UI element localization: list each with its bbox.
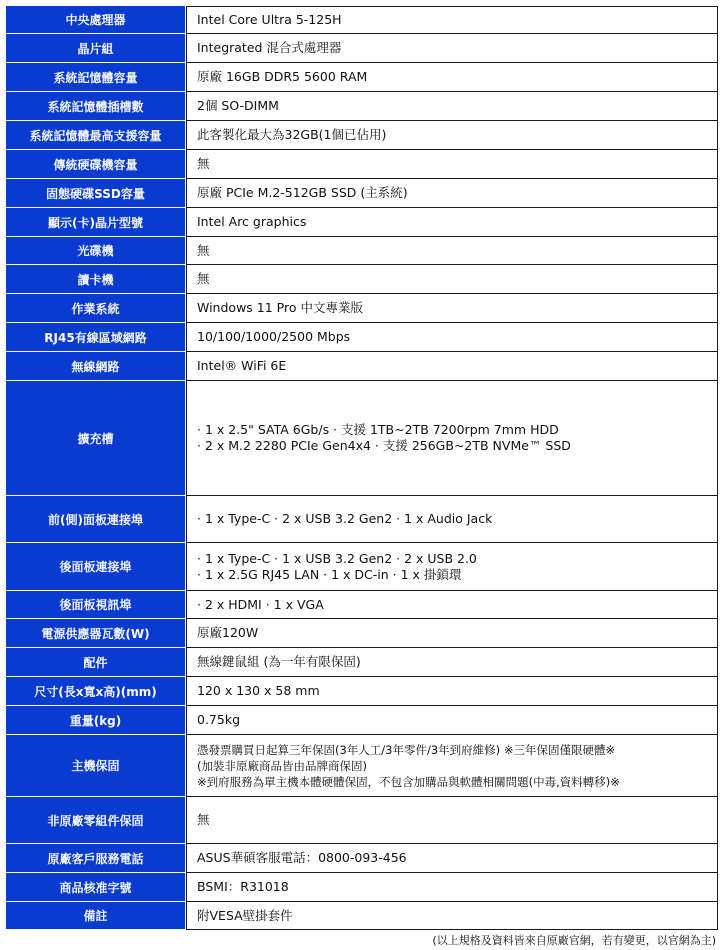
spec-label: 原廠客戶服務電話 bbox=[6, 844, 186, 873]
spec-value bbox=[186, 591, 718, 619]
spec-row bbox=[6, 92, 718, 121]
spec-value-line: 120 x 130 x 58 mm bbox=[197, 683, 320, 698]
spec-label: 傳統硬碟機容量 bbox=[6, 150, 186, 179]
spec-label: 晶片組 bbox=[6, 34, 186, 63]
spec-value bbox=[186, 265, 718, 294]
spec-value-line: 原廠 16GB DDR5 5600 RAM bbox=[197, 69, 368, 84]
spec-row bbox=[6, 591, 718, 619]
spec-label: 備註 bbox=[6, 902, 186, 930]
spec-value bbox=[186, 294, 718, 323]
spec-value bbox=[186, 706, 718, 735]
spec-value bbox=[186, 873, 718, 902]
spec-value-line: 附VESA壁掛套件 bbox=[197, 907, 293, 923]
spec-row bbox=[6, 619, 718, 648]
spec-value-line: · 1 x 2.5G RJ45 LAN · 1 x DC-in · 1 x 掛鎖環 bbox=[197, 566, 462, 582]
spec-value bbox=[186, 543, 718, 591]
spec-value-line: 無線鍵鼠組 (為一年有限保固) bbox=[197, 654, 361, 669]
spec-row bbox=[6, 63, 718, 92]
spec-label: 系統記憶體最高支援容量 bbox=[6, 121, 186, 150]
spec-value-line: ASUS華碩客服電話：0800-093-456 bbox=[197, 850, 407, 865]
spec-label: 尺寸(長x寬x高)(mm) bbox=[6, 677, 186, 706]
spec-row bbox=[6, 648, 718, 677]
spec-label: 商品核准字號 bbox=[6, 873, 186, 902]
spec-label: 光碟機 bbox=[6, 237, 186, 265]
spec-value bbox=[186, 797, 718, 844]
spec-value bbox=[186, 150, 718, 179]
spec-label: 後面板視訊埠 bbox=[6, 591, 186, 619]
spec-label: 系統記憶體容量 bbox=[6, 63, 186, 92]
spec-label: 擴充槽 bbox=[6, 381, 186, 496]
spec-label: RJ45有線區域網路 bbox=[6, 323, 186, 352]
spec-value bbox=[186, 496, 718, 543]
spec-value bbox=[186, 179, 718, 208]
spec-row bbox=[6, 873, 718, 902]
spec-value-line: 2個 SO-DIMM bbox=[197, 98, 279, 113]
spec-value-line: 憑發票購買日起算三年保固(3年人工/3年零件/3年到府維修) ※三年保固僅限硬體※ bbox=[197, 742, 616, 757]
spec-label: 後面板連接埠 bbox=[6, 543, 186, 591]
spec-value-line: 無 bbox=[197, 812, 210, 827]
spec-value-line: Intel Arc graphics bbox=[197, 214, 307, 229]
spec-label: 重量(kg) bbox=[6, 706, 186, 735]
spec-value-line: · 1 x 2.5" SATA 6Gb/s · 支援 1TB~2TB 7200rpm 7mm HDD bbox=[197, 422, 559, 437]
spec-value-line: · 1 x Type-C · 1 x USB 3.2 Gen2 · 2 x USB 2.0 bbox=[197, 550, 477, 566]
spec-value-line: 原廠120W bbox=[197, 625, 259, 640]
spec-label: 系統記憶體插槽數 bbox=[6, 92, 186, 121]
spec-label: 配件 bbox=[6, 648, 186, 677]
spec-value bbox=[186, 648, 718, 677]
spec-value bbox=[186, 237, 718, 265]
spec-value bbox=[186, 34, 718, 63]
spec-row bbox=[6, 797, 718, 844]
spec-row bbox=[6, 902, 718, 930]
spec-row bbox=[6, 706, 718, 735]
spec-value-line: (加裝非原廠商品皆由品牌商保固) bbox=[197, 758, 367, 773]
spec-value bbox=[186, 323, 718, 352]
spec-label: 作業系統 bbox=[6, 294, 186, 323]
spec-label: 主機保固 bbox=[6, 735, 186, 797]
spec-value-line: Intel Core Ultra 5-125H bbox=[197, 12, 342, 27]
spec-row bbox=[6, 323, 718, 352]
spec-label: 固態硬碟SSD容量 bbox=[6, 179, 186, 208]
spec-value bbox=[186, 92, 718, 121]
spec-row bbox=[6, 381, 718, 496]
spec-label: 電源供應器瓦數(W) bbox=[6, 619, 186, 648]
spec-label: 中央處理器 bbox=[6, 6, 186, 34]
spec-row bbox=[6, 677, 718, 706]
spec-row bbox=[6, 121, 718, 150]
spec-table bbox=[6, 6, 718, 930]
spec-row bbox=[6, 294, 718, 323]
spec-row bbox=[6, 265, 718, 294]
spec-row bbox=[6, 844, 718, 873]
spec-value-line: Windows 11 Pro 中文專業版 bbox=[197, 300, 363, 315]
spec-value-line: 10/100/1000/2500 Mbps bbox=[197, 329, 351, 344]
spec-row bbox=[6, 352, 718, 381]
spec-row bbox=[6, 496, 718, 543]
spec-value bbox=[186, 6, 718, 34]
spec-value bbox=[186, 381, 718, 496]
spec-value-line: 無 bbox=[197, 271, 210, 286]
spec-label: 顯示(卡)晶片型號 bbox=[6, 208, 186, 237]
spec-value-line: ※到府服務為單主機本體硬體保固，不包含加購品與軟體相關問題(中毒,資料轉移)※ bbox=[197, 774, 620, 789]
spec-label: 非原廠零組件保固 bbox=[6, 797, 186, 844]
spec-value-line: Intel® WiFi 6E bbox=[197, 358, 287, 373]
spec-label: 前(側)面板連接埠 bbox=[6, 496, 186, 543]
spec-value bbox=[186, 677, 718, 706]
spec-value-line: 無 bbox=[197, 156, 210, 171]
spec-value bbox=[186, 844, 718, 873]
spec-value bbox=[186, 208, 718, 237]
spec-value bbox=[186, 619, 718, 648]
spec-value-line: 此客製化最大為32GB(1個已佔用) bbox=[197, 127, 387, 142]
spec-value-line: · 2 x M.2 2280 PCIe Gen4x4 · 支援 256GB~2TB NVMe™ SSD bbox=[197, 438, 571, 453]
spec-row bbox=[6, 237, 718, 265]
spec-value bbox=[186, 902, 718, 930]
spec-value-line: · 2 x HDMI · 1 x VGA bbox=[197, 596, 324, 612]
spec-row bbox=[6, 34, 718, 63]
footer-note: (以上規格及資料皆來自原廠官網，若有變更，以官網為主) bbox=[432, 934, 716, 947]
spec-row bbox=[6, 6, 718, 34]
spec-row bbox=[6, 208, 718, 237]
spec-value-line: BSMI：R31018 bbox=[197, 879, 289, 894]
spec-row bbox=[6, 179, 718, 208]
spec-row bbox=[6, 150, 718, 179]
spec-value-line: 0.75kg bbox=[197, 712, 241, 727]
spec-value-line: 無 bbox=[197, 242, 210, 258]
spec-value-line: · 1 x Type-C · 2 x USB 3.2 Gen2 · 1 x Audio Jack bbox=[197, 511, 493, 526]
spec-value-line: 原廠 PCIe M.2-512GB SSD (主系統) bbox=[197, 185, 408, 200]
spec-label: 讀卡機 bbox=[6, 265, 186, 294]
spec-label: 無線網路 bbox=[6, 352, 186, 381]
spec-value-line: Integrated 混合式處理器 bbox=[197, 40, 342, 55]
spec-row bbox=[6, 735, 718, 797]
spec-value bbox=[186, 121, 718, 150]
spec-value bbox=[186, 63, 718, 92]
spec-value bbox=[186, 735, 718, 797]
spec-row bbox=[6, 543, 718, 591]
spec-value bbox=[186, 352, 718, 381]
